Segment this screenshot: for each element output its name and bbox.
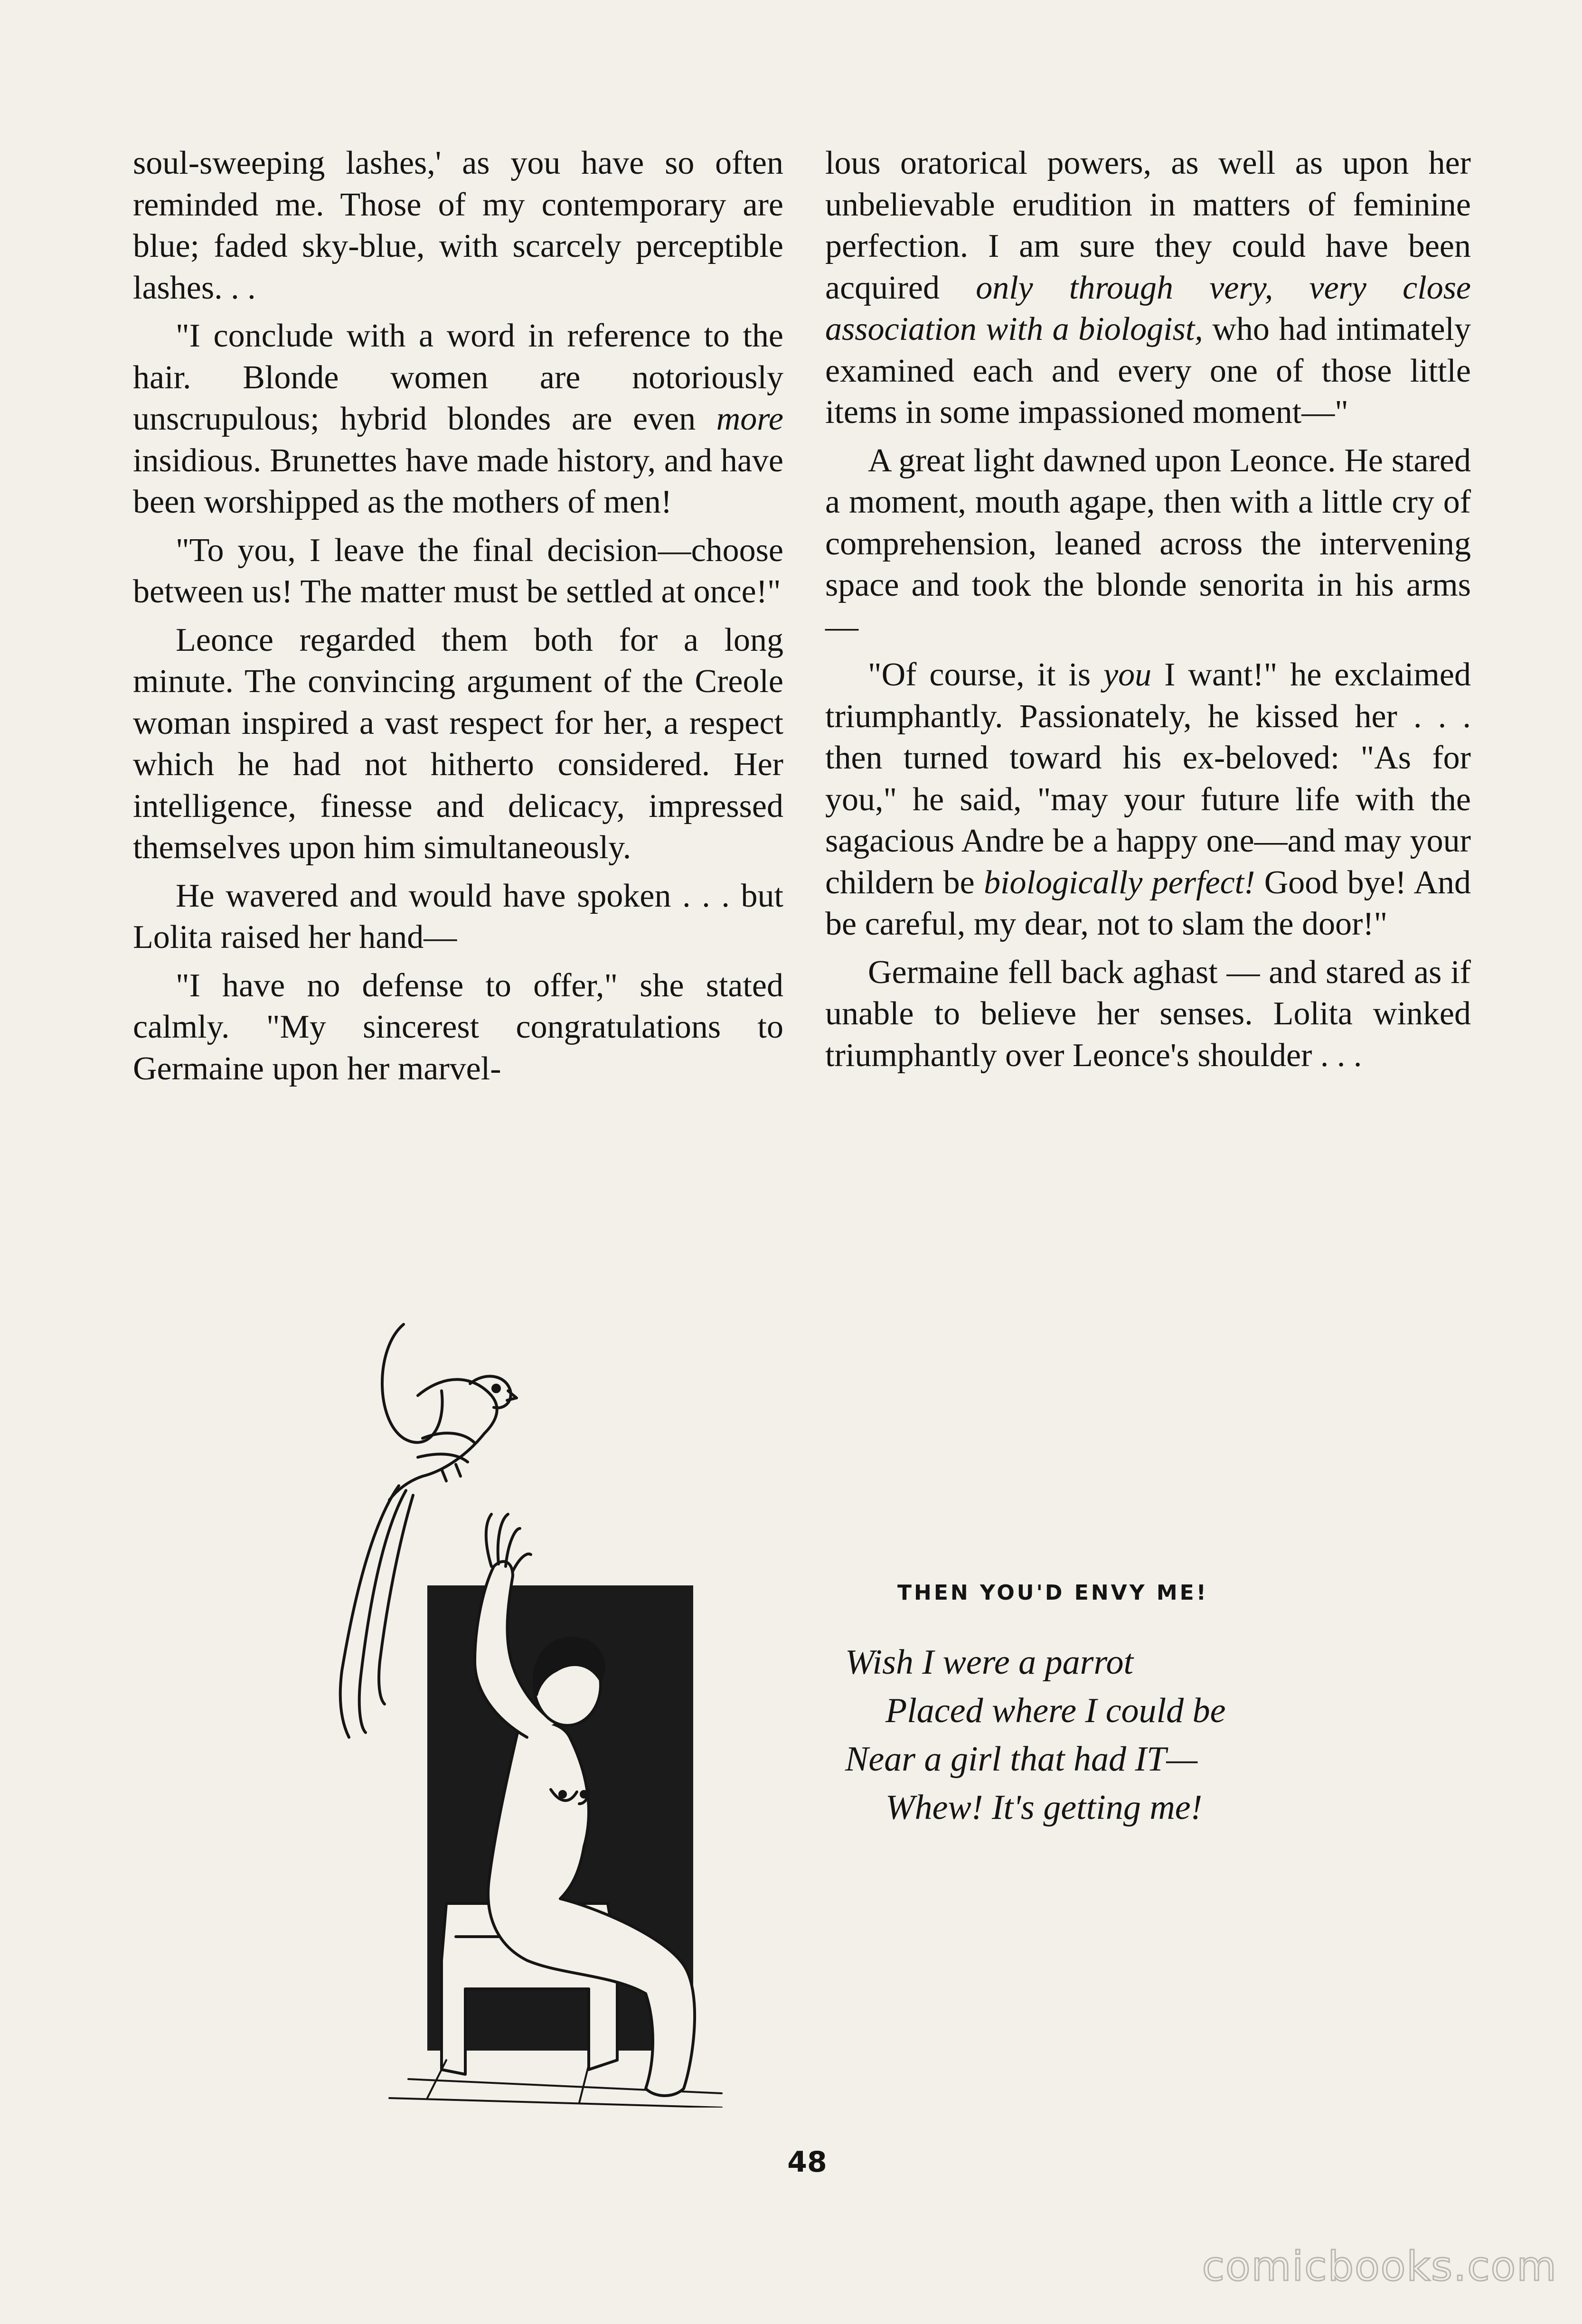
paragraph: "To you, I leave the final decision—choose between us! The matter must be settled at once!" xyxy=(133,532,783,610)
poem-line: Placed where I could be xyxy=(885,1691,1226,1730)
paragraph: lous oratorical powers, as well as upon her unbelievable erudition in matters of feminine perfection. I am sure they could have been acquired only through very, very close association with a biologist, who had intimately examined each and every one of those little items in some impassioned moment—" xyxy=(825,145,1471,431)
poem xyxy=(845,1581,1415,1832)
paragraph: A great light dawned upon Leonce. He stared a moment, mouth agape, then with a little cry of comprehension, leaned across the intervening space and took the blonde senorita in his arms— xyxy=(825,442,1471,645)
parrot-head xyxy=(470,1376,511,1408)
poem-title: THEN YOU'D ENVY ME! xyxy=(897,1581,1208,1605)
paragraph: Germaine fell back aghast — and stared as if unable to believe her senses. Lolita winked triumphantly over Leonce's shoulder . . . xyxy=(825,954,1471,1074)
paragraph: Leonce regarded them both for a long minute. The convincing argument of the Creole woman inspired a vast respect for her, a respect which he had not hitherto considered. Her intelligence, finesse and delicacy, impressed themselves upon him simultaneously. xyxy=(133,621,783,866)
left-text-column xyxy=(133,142,783,1096)
parrot-and-woman-illustration xyxy=(304,1320,779,2108)
paragraph: "I have no defense to offer," she stated calmly. "My sincerest congratulations to Germaine upon her marvel- xyxy=(133,967,783,1087)
paragraph: soul-sweeping lashes,' as you have so often reminded me. Those of my contemporary are blue; faded sky-blue, with scarcely perceptible lashes. . . xyxy=(133,145,783,306)
poem-line: Wish I were a parrot xyxy=(845,1643,1134,1682)
right-text-column xyxy=(825,142,1471,1083)
watermark: comicbooks.com xyxy=(1202,2243,1557,2290)
poem-line: Near a girl that had IT— xyxy=(845,1740,1198,1779)
paragraph: He wavered and would have spoken . . . but Lolita raised her hand— xyxy=(133,877,783,956)
paragraph: "Of course, it is you I want!" he exclaimed triumphantly. Passionately, he kissed her . . . then turned toward his ex-beloved: "As for you," he said, "may your future life with the sagacious Andre be a happy one—and may your childern be biologically perfect! Good bye! And be careful, my dear, not to slam the door!" xyxy=(825,656,1471,942)
page-number: 48 xyxy=(787,2146,827,2179)
poem-line: Whew! It's getting me! xyxy=(885,1788,1203,1827)
paragraph: "I conclude with a word in reference to the hair. Blonde women are notoriously unscrupulous; hybrid blondes are even more insidious. Brunettes have made history, and have been worshipped as the mothers of men! xyxy=(133,318,783,520)
swing-ring xyxy=(382,1324,443,1443)
